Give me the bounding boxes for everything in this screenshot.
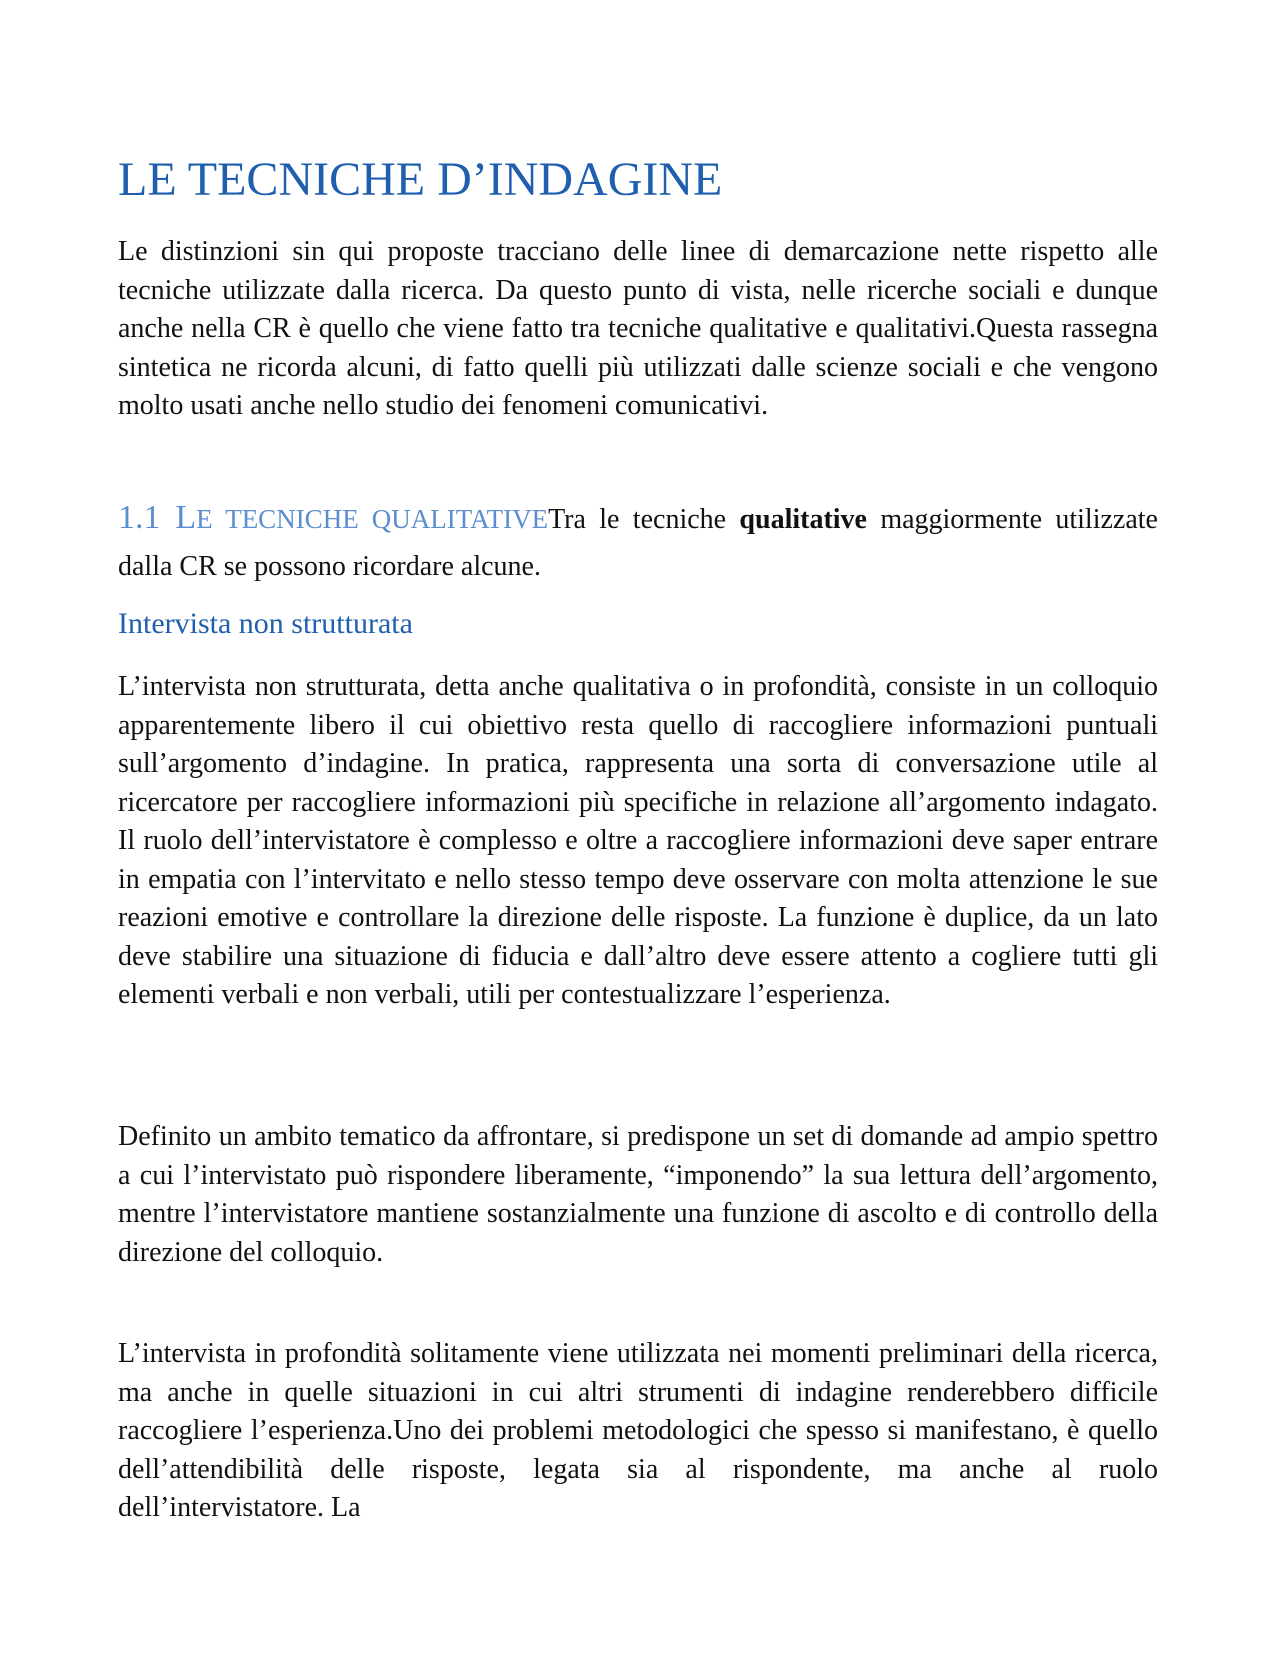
section-1-1-text-after: maggiormente utilizzate dalla CR se possono ricordare alcune. xyxy=(118,504,1158,582)
section-1-1-heading-number: 1.1 L xyxy=(118,499,197,536)
section-1-1-paragraph xyxy=(118,494,1158,590)
section-1-1-heading-rest: E TECNICHE QUALITATIVE xyxy=(196,504,549,534)
section-1-1-text-before: Tra le tecniche xyxy=(548,504,740,535)
section-1-1-heading xyxy=(118,499,548,536)
intervista-paragraph-3: L’intervista in profondità solitamente viene utilizzata nei momenti preliminari della ricerca, ma anche in quelle situazioni in cui altri strumenti di indagine renderebbero difficile raccogliere l’esperienza.Uno dei problemi metodologici che spesso si manifestano, è quello dell’attendibilità delle risposte, legata sia al rispondente, ma anche al ruolo dell’intervistatore. La xyxy=(118,1338,1158,1523)
intervista-paragraph-2: Definito un ambito tematico da affrontare, si predispone un set di domande ad ampio spettro a cui l’intervistato può rispondere liberamente, “imponendo” la sua lettura dell’argomento, mentre l’intervistatore mantiene sostanzialmente una funzione di ascolto e di controllo della direzione del colloquio. xyxy=(118,1121,1158,1268)
section-1-1-bold-word: qualitative xyxy=(739,504,867,535)
document-title: LE TECNICHE D’INDAGINE xyxy=(118,153,723,206)
subheading-intervista: Intervista non strutturata xyxy=(118,607,413,640)
intervista-paragraph-1: L’intervista non strutturata, detta anche qualitativa o in profondità, consiste in un colloquio apparentemente libero il cui obiettivo resta quello di raccogliere informazioni puntuali sull’argomento d’indagine. In pratica, rappresenta una sorta di conversazione utile al ricercatore per raccogliere informazioni più specifiche in relazione all’argomento indagato. Il ruolo dell’intervistatore è complesso e oltre a raccogliere informazioni deve saper entrare in empatia con l’intervitato e nello stesso tempo deve osservare con molta attenzione le sue reazioni emotive e controllare la direzione delle risposte. La funzione è duplice, da un lato deve stabilire una situazione di fiducia e dall’altro deve essere attento a cogliere tutti gli elementi verbali e non verbali, utili per contestualizzare l’esperienza. xyxy=(118,671,1158,1010)
intro-paragraph: Le distinzioni sin qui proposte tracciano delle linee di demarcazione nette rispetto alle tecniche utilizzate dalla ricerca. Da questo punto di vista, nelle ricerche sociali e dunque anche nella CR è quello che viene fatto tra tecniche qualitative e qualitativi.Questa rassegna sintetica ne ricorda alcuni, di fatto quelli più utilizzati dalle scienze sociali e che vengono molto usati anche nello studio dei fenomeni comunicativi. xyxy=(118,236,1158,421)
